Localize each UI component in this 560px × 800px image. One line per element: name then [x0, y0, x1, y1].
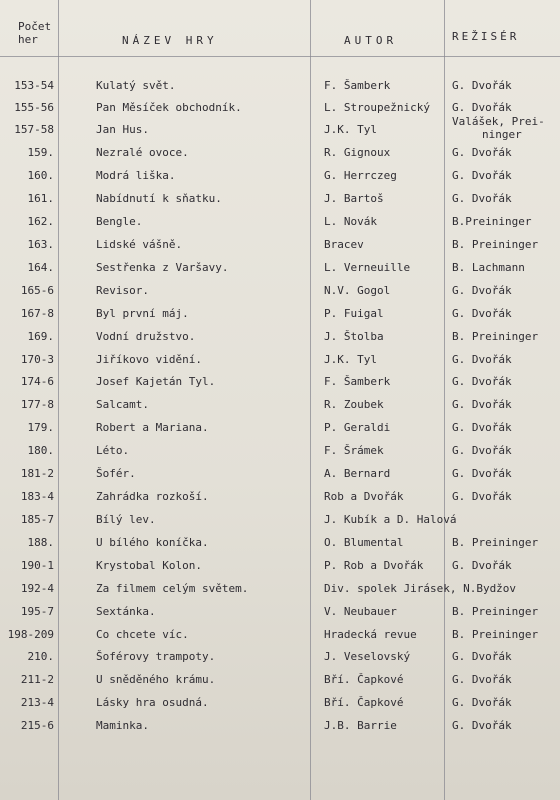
play-author: J.K. Tyl [324, 353, 377, 366]
play-title: Zahrádka rozkoší. [96, 490, 209, 503]
play-title: Bílý lev. [96, 513, 156, 526]
table-row [0, 395, 560, 417]
play-director-continued: ninger [482, 128, 522, 141]
play-title: Sextánka. [96, 605, 156, 618]
table-row [0, 143, 560, 165]
play-author: R. Gignoux [324, 146, 391, 159]
header-director: REŽISÉR [452, 30, 520, 43]
play-number: 160. [27, 169, 54, 182]
play-author: L. Novák [324, 215, 377, 228]
play-title: Nabídnutí k sňatku. [96, 192, 222, 205]
play-number: 162. [27, 215, 54, 228]
play-director: B. Preininger [452, 536, 539, 549]
play-director: G. Dvořák [452, 719, 512, 732]
play-director: B. Preininger [452, 330, 539, 343]
play-number: 213-4 [20, 696, 54, 709]
table-row [0, 166, 560, 188]
table-row [0, 372, 560, 394]
table-row [0, 625, 560, 647]
play-director: G. Dvořák [452, 192, 512, 205]
play-title: Maminka. [96, 719, 149, 732]
play-title: Vodní družstvo. [96, 330, 196, 343]
table-row [0, 647, 560, 669]
play-number: 192-4 [20, 582, 54, 595]
header-count-line2: her [18, 33, 38, 46]
play-director: G. Dvořák [452, 650, 512, 663]
play-director: G. Dvořák [452, 559, 512, 572]
play-director: B. Lachmann [452, 261, 525, 274]
play-director: G. Dvořák [452, 169, 512, 182]
play-title: Robert a Mariana. [96, 421, 209, 434]
play-title: Byl první máj. [96, 307, 189, 320]
play-number: 179. [27, 421, 54, 434]
play-author: F. Šamberk [324, 79, 391, 92]
play-director: G. Dvořák [452, 101, 512, 114]
play-title: Nezralé ovoce. [96, 146, 189, 159]
play-director: G. Dvořák [452, 467, 512, 480]
table-row [0, 258, 560, 280]
play-author: J.B. Barrie [324, 719, 397, 732]
header-count-line1: Počet [18, 20, 52, 33]
table-row [0, 533, 560, 555]
play-number: 183-4 [20, 490, 54, 503]
header-title: NÁZEV HRY [122, 34, 218, 47]
play-number: 163. [27, 238, 54, 251]
play-director: G. Dvořák [452, 307, 512, 320]
play-title: Sestřenka z Varšavy. [96, 261, 229, 274]
play-director: G. Dvořák [452, 673, 512, 686]
play-author: A. Bernard [324, 467, 391, 480]
play-number: 185-7 [20, 513, 54, 526]
play-director: G. Dvořák [452, 284, 512, 297]
table-row [0, 556, 560, 578]
play-author: J. Kubík a D. Halová [324, 513, 457, 526]
table-row [0, 670, 560, 692]
play-director: B. Preininger [452, 605, 539, 618]
play-director: G. Dvořák [452, 444, 512, 457]
play-title: Léto. [96, 444, 130, 457]
play-director: G. Dvořák [452, 398, 512, 411]
play-title: Co chcete víc. [96, 628, 189, 641]
play-director: G. Dvořák [452, 353, 512, 366]
table-row [0, 235, 560, 257]
table-row [0, 350, 560, 372]
table-row [0, 327, 560, 349]
play-title: Salcamt. [96, 398, 149, 411]
play-number: 170-3 [20, 353, 54, 366]
table-row [0, 281, 560, 303]
play-number: 153-54 [14, 79, 54, 92]
play-author: N.V. Gogol [324, 284, 391, 297]
table-row [0, 304, 560, 326]
play-number: 169. [27, 330, 54, 343]
play-author: Bracev [324, 238, 364, 251]
play-author: Rob a Dvořák [324, 490, 404, 503]
play-director: G. Dvořák [452, 375, 512, 388]
play-number: 210. [27, 650, 54, 663]
play-author: F. Šamberk [324, 375, 391, 388]
play-number: 167-8 [20, 307, 54, 320]
play-number: 155-56 [14, 101, 54, 114]
table-row [0, 441, 560, 463]
play-author: R. Zoubek [324, 398, 384, 411]
play-director: G. Dvořák [452, 146, 512, 159]
play-director: G. Dvořák [452, 490, 512, 503]
table-row [0, 115, 560, 142]
table-row [0, 693, 560, 715]
play-title: Lidské vášně. [96, 238, 183, 251]
play-author: G. Herrczeg [324, 169, 397, 182]
play-number: 164. [27, 261, 54, 274]
play-number: 159. [27, 146, 54, 159]
play-title: Krystobal Kolon. [96, 559, 202, 572]
play-title: U sněděného krámu. [96, 673, 216, 686]
table-row [0, 189, 560, 211]
play-title: Pan Měsíček obchodník. [96, 101, 242, 114]
play-number: 188. [27, 536, 54, 549]
play-author: P. Geraldi [324, 421, 391, 434]
play-director: B. Preininger [452, 238, 539, 251]
table-row [0, 510, 560, 532]
play-director: G. Dvořák [452, 79, 512, 92]
play-number: 157-58 [14, 123, 54, 136]
play-title: Šofér. [96, 467, 136, 480]
play-title: Bengle. [96, 215, 143, 228]
table-row [0, 487, 560, 509]
play-author: P. Rob a Dvořák [324, 559, 424, 572]
play-number: 211-2 [20, 673, 54, 686]
play-author: Bří. Čapkové [324, 673, 404, 686]
play-number: 165-6 [20, 284, 54, 297]
play-title: Modrá liška. [96, 169, 176, 182]
play-number: 174-6 [20, 375, 54, 388]
play-director: G. Dvořák [452, 696, 512, 709]
play-author: J. Štolba [324, 330, 384, 343]
table-row [0, 579, 560, 601]
play-number: 180. [27, 444, 54, 457]
play-director: Valášek, Prei- [452, 115, 545, 128]
header-author: AUTOR [344, 34, 398, 47]
play-number: 195-7 [20, 605, 54, 618]
play-number: 161. [27, 192, 54, 205]
play-author: L. Stroupežnický [324, 101, 430, 114]
play-author: V. Neubauer [324, 605, 397, 618]
play-title: Revisor. [96, 284, 149, 297]
play-author: P. Fuigal [324, 307, 384, 320]
play-title: Jiříkovo vidění. [96, 353, 202, 366]
play-title: Jan Hus. [96, 123, 149, 136]
play-title: Kulatý svět. [96, 79, 176, 92]
play-author: Hradecká revue [324, 628, 417, 641]
play-author: J. Bartoš [324, 192, 384, 205]
play-number: 177-8 [20, 398, 54, 411]
play-author: F. Šrámek [324, 444, 384, 457]
play-title: Šoférovy trampoty. [96, 650, 216, 663]
table-row [0, 464, 560, 486]
play-director: B. Preininger [452, 628, 539, 641]
header-count [18, 20, 58, 46]
play-title: Josef Kajetán Tyl. [96, 375, 216, 388]
table-row [0, 716, 560, 738]
play-number: 181-2 [20, 467, 54, 480]
play-number: 190-1 [20, 559, 54, 572]
play-title: Lásky hra osudná. [96, 696, 209, 709]
table-row [0, 76, 560, 98]
table-row [0, 418, 560, 440]
play-title: Za filmem celým světem. [96, 582, 249, 595]
play-author: J. Veselovský [324, 650, 411, 663]
header-rule [0, 56, 560, 57]
play-title: U bílého koníčka. [96, 536, 209, 549]
play-author: O. Blumental [324, 536, 404, 549]
table-row [0, 602, 560, 624]
play-number: 198-209 [7, 628, 54, 641]
table-row [0, 212, 560, 234]
play-author: J.K. Tyl [324, 123, 377, 136]
play-author: Div. spolek Jirásek, N.Bydžov [324, 582, 517, 595]
play-director: B.Preininger [452, 215, 532, 228]
play-number: 215-6 [20, 719, 54, 732]
play-author: L. Verneuille [324, 261, 411, 274]
play-director: G. Dvořák [452, 421, 512, 434]
play-author: Bří. Čapkové [324, 696, 404, 709]
